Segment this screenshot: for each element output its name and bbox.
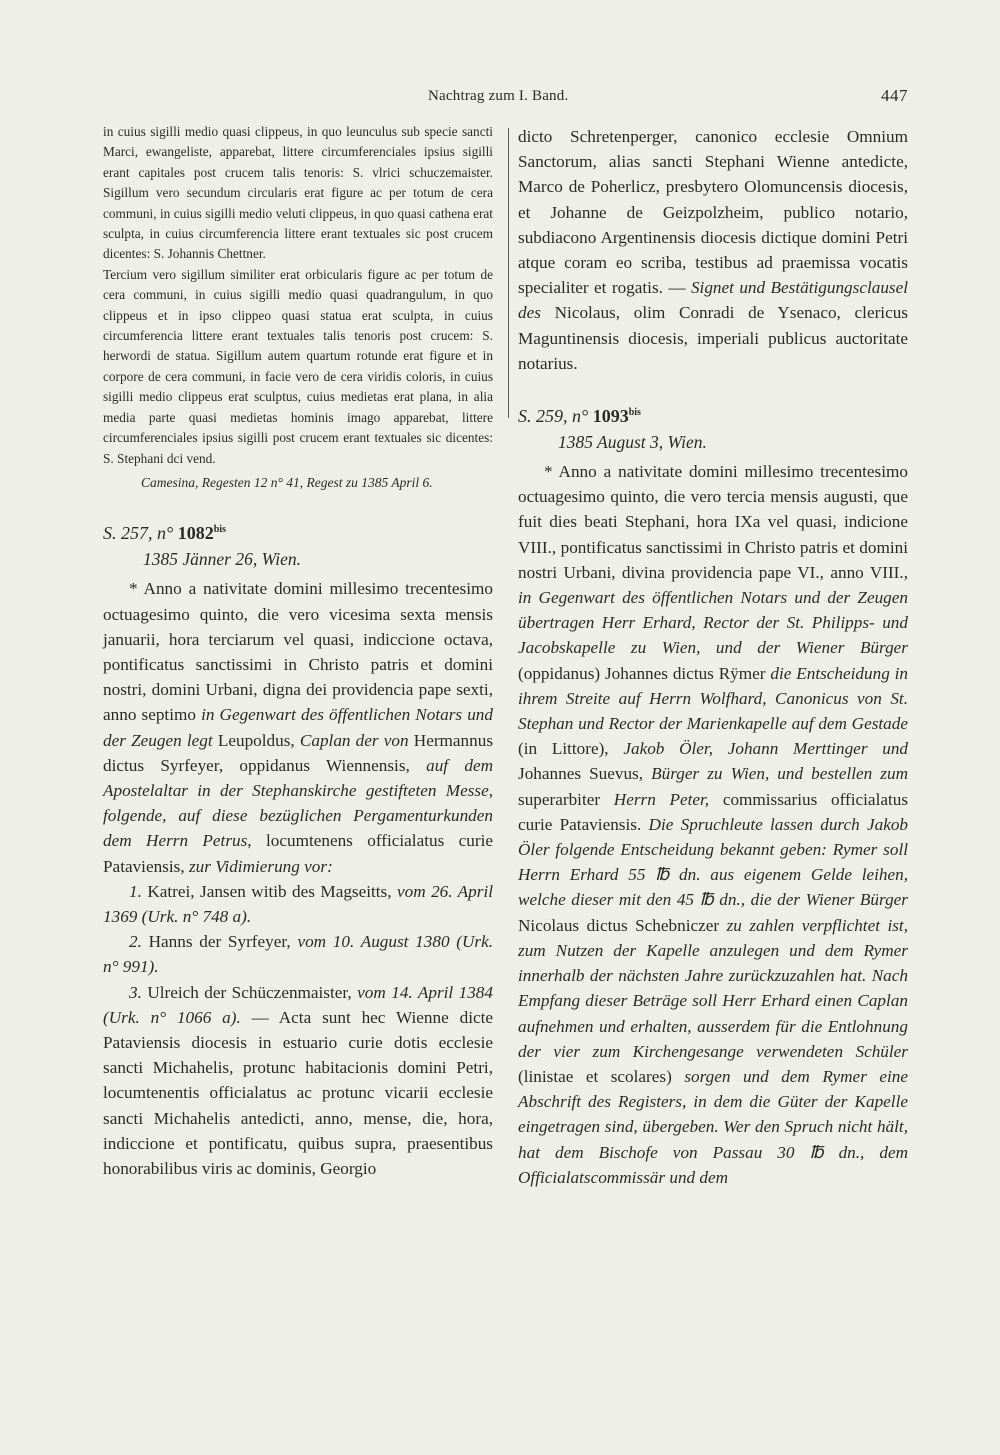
body-italic: Bürger zu Wien, und bestellen zum [651,764,908,784]
item-text: Ulreich der Schüczenmaister, [147,982,352,1002]
body-italic: zur Vidimierung vor: [188,856,333,876]
column-rule [508,128,509,418]
running-title: Nachtrag zum I. Band. [428,88,569,104]
body-text: * Anno a nativitate domini millesimo trecentesimo octuagesimo quinto, die vero vicesima sexta mensis januarii, hora terciarum vel quasi, indiccione octava, pontificatus sanctissimi in Christo patris et domini nostri, domini Urbani, digna dei providencia pape sexti, anno septimo [103,579,493,725]
body-italic: in Gegenwart des öffentlichen Notars und der Zeugen legt [103,705,493,750]
section-date: 1385 August 3, Wien. [558,432,707,453]
item-text: Katrei, Jansen witib des Magseitts, [147,881,392,901]
running-header [100,86,908,110]
section-number: 1093 [592,406,629,427]
body-text: * Anno a nativitate domini millesimo trecentesimo octuagesimo quinto, die vero tercia mensis augusti, que fuit dies beati Stephani, hora IXa vel quasi, indicione VIII., pontificatus sanctissimi in Christo patris et domini nostri Urbani, divina providencia pape VI., anno VIII., [518,462,908,582]
entry-body [518,459,908,1190]
body-text: commissarius officialatus curie Pataviensis. [518,789,909,834]
body-text: (oppidanus) Johannes dictus Rÿmer [518,663,766,683]
list-item [103,929,493,979]
seal-description-1: in cuius sigilli medio quasi clippeus, in quo leunculus sub specie sancti Marci, ewangeliste, apparebat, littere circumferenciales ipsius sigilli erant capitales post crucem talis tenoris: S. vlrici schuczemaister. Sigillum vero secundum circularis erat figure ac per totum de cera communi, in cuius sigilli medio veluti clippeus, in quo quasi cathena erat sculpta, in cuius circumferencia littere erant textuales sic post crucem dicentes: S. Johannis Chettner. [103,124,493,262]
left-column [103,122,493,1181]
seal-description-2: Tercium vero sigillum similiter erat orbicularis figure ac per totum de cera communi, in cuius sigilli medio quasi quadrangulum, in quo clippeus et in ipso clippeo quasi statua erat sculpta, in cuius circumferencia littere erant textuales talis tenoris post crucem: S. herwordi de statua. Sigillum autem quartum rotunde erat figure et in corpore de cera communi, in facie vero de cera viridis coloris, in cuius sigilli medio clippeus erat sculptus, cuius medietas erat plana, in alia media parte quasi medietas hominis imago apparebat, littere circumferenciales ipsius sigilli post crucem erant textuales sic dicentes: S. Stephani dci vend. [103,266,493,466]
item-date: vom 10. August 1380 (Urk. n° 991). [103,932,494,977]
continuation-paragraph [518,124,908,376]
item-number: 2. [129,932,142,952]
body-text: locumtenens officialatus curie Pataviensis, [103,831,493,876]
body-text: Nicolaus, olim Conradi de Ysenaco, clericus Maguntinensis diocesis, imperiali publicus auctoritate notarius. [518,303,908,373]
body-text: superarbiter [518,789,601,809]
body-text: (in Littore), [518,739,609,759]
body-italic: die Entscheidung in ihrem Streite auf Herrn Wolfhard, Canonicus von St. Stephan und Rector der Marienkapelle auf dem Gestade [518,663,909,734]
section-ref: S. 257, n° [103,523,174,544]
item-date: vom 26. April 1369 (Urk. n° 748 a). [103,881,494,926]
section-sup: bis [213,524,226,536]
list-item [103,879,493,929]
body-text: Leupoldus, [217,730,295,750]
body-italic: zu zahlen verpflichtet ist, zum Nutzen der Kapelle anzulegen und dem Rymer innerhalb der nächsten Jahre zurückzuzahlen hat. Nach Empfang dieser Beträge soll Herr Erhard einen Caplan aufnehmen und erhalten, ausserdem für die Entlohnung der vier zum Kirchengesange verwendeten Schüler [518,915,908,1061]
body-italic: Jakob Öler, Johann Merttinger und [623,739,909,759]
item-number: 1. [129,881,142,901]
body-italic: Die Spruchleute lassen durch Jakob Öler folgende Entscheidung bekannt geben: Rymer soll Herrn Erhard 55 ℔ dn. aus eigenem Gelde leihen, welche dieser mit den 45 ℔ dn., die der Wiener Bürger [518,814,909,910]
body-italic: Caplan der von [299,730,409,750]
item-number: 3. [129,982,142,1002]
list-item [103,980,493,1182]
section-sup: bis [628,407,641,419]
body-italic: Signet und Bestätigungsclausel des [518,278,909,323]
section-ref: S. 259, n° [518,406,589,427]
section-heading-1082 [103,517,493,546]
item-tail: — Acta sunt hec Wienne dicte Pataviensis diocesis in estuario curie dotis ecclesie sancti Michahelis, protunc habitacionis domini Petri, locumtenentis officialatus ac protunc vicarii ecclesie sancti Michahelis antedicti, anno, mense, die, hora, indiccione et pontificatu, quibus supra, praesentibus honorabilibus viris ac dominis, Georgio [103,1007,494,1178]
section-number: 1082 [177,523,214,544]
body-italic: auf dem Apostelaltar in der Stephanskirche gestifteten Messe, folgende, auf diese bezüglichen Pergamenturkunden dem Herrn Petrus, [103,755,493,851]
page-number: 447 [881,86,908,105]
section-date: 1385 Jänner 26, Wien. [143,549,301,570]
body-text: Hermannus dictus Syrfeyer, oppidanus Wiennensis, [103,730,494,775]
body-italic: in Gegenwart des öffentlichen Notars und der Zeugen übertragen Herr Erhard, Rector der St. Philipps- und Jacobskapelle zu Wien, und der Wiener Bürger [518,588,908,658]
body-text: Nicolaus dictus Schebniczer [518,915,720,935]
item-date: vom 14. April 1384 (Urk. n° 1066 a). [103,982,493,1027]
body-italic: Herrn Peter, [613,789,710,809]
section-heading-1093 [518,400,908,429]
citation: Camesina, Regesten 12 n° 41, Regest zu 1385 April 6. [141,474,433,490]
body-text: Johannes Suevus, [518,764,644,784]
body-italic: sorgen und dem Rymer eine Abschrift des Registers, in dem die Güter der Kapelle eingetragen sind, übergeben. Wer den Spruch nicht hält, hat dem Bischofe von Passau 30 ℔ dn., dem Officialatscommissär und dem [518,1066,908,1187]
item-text: Hanns der Syrfeyer, [148,932,291,952]
body-text: dicto Schretenperger, canonico ecclesie Omnium Sanctorum, alias sancti Stephani Wienne antedicte, Marco de Poherlicz, presbytero Olomuncensis diocesis, et Johanne de Geizpolzheim, publico notario, subdiacono Argentinensis diocesis dictique domini Petri atque coram eo scriba, testibus ad praemissa vocatis specialiter et rogatis. — [518,127,908,298]
right-column [518,124,908,1190]
body-text: (linistae et scolares) [518,1066,672,1086]
entry-body [103,576,493,878]
